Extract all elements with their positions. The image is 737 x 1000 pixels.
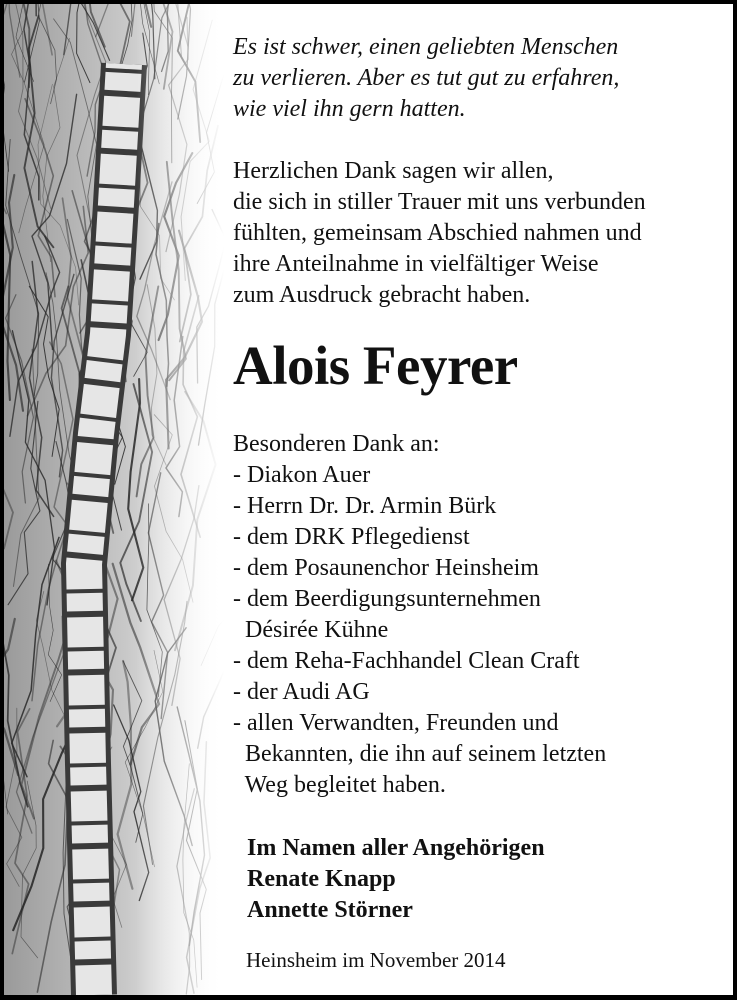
special-thanks-item: - dem Posaunenchor Heinsheim (233, 555, 539, 581)
thanks-line: ihre Anteilnahme in vielfältiger Weise (233, 251, 599, 277)
signature-line: Renate Knapp (247, 866, 396, 892)
special-thanks-item: - dem Beerdigungsunternehmen (233, 586, 541, 612)
signature-line: Im Namen aller Angehörigen (247, 835, 545, 861)
deceased-name: Alois Feyrer (233, 335, 518, 396)
special-thanks-item: - dem Reha-Fachhandel Clean Craft (233, 648, 580, 674)
thanks-line: die sich in stiller Trauer mit uns verbunden (233, 189, 646, 215)
special-thanks-item: Weg begleitet haben. (233, 772, 446, 798)
thanks-line: zum Ausdruck gebracht haben. (233, 282, 531, 308)
special-thanks-item: Désirée Kühne (233, 617, 389, 643)
special-thanks-heading: Besonderen Dank an: (233, 431, 440, 457)
place-and-date: Heinsheim im November 2014 (246, 948, 506, 972)
special-thanks-item: - Herrn Dr. Dr. Armin Bürk (233, 493, 497, 519)
thanks-line: Herzlichen Dank sagen wir allen, (233, 158, 554, 184)
thanks-line: fühlten, gemeinsam Abschied nahmen und (233, 220, 642, 246)
special-thanks-item: - dem DRK Pflegedienst (233, 524, 470, 550)
special-thanks-item: - der Audi AG (233, 679, 370, 705)
obituary-notice (4, 4, 733, 995)
winter-birch-tree-image (4, 4, 224, 995)
quote-line: zu verlieren. Aber es tut gut zu erfahren, (233, 65, 620, 91)
quote-line: wie viel ihn gern hatten. (233, 96, 466, 122)
special-thanks-item: - Diakon Auer (233, 462, 371, 488)
signature-line: Annette Störner (247, 897, 413, 923)
special-thanks-item: Bekannten, die ihn auf seinem letzten (233, 741, 607, 767)
special-thanks-item: - allen Verwandten, Freunden und (233, 710, 559, 736)
quote-line: Es ist schwer, einen geliebten Menschen (233, 34, 619, 60)
